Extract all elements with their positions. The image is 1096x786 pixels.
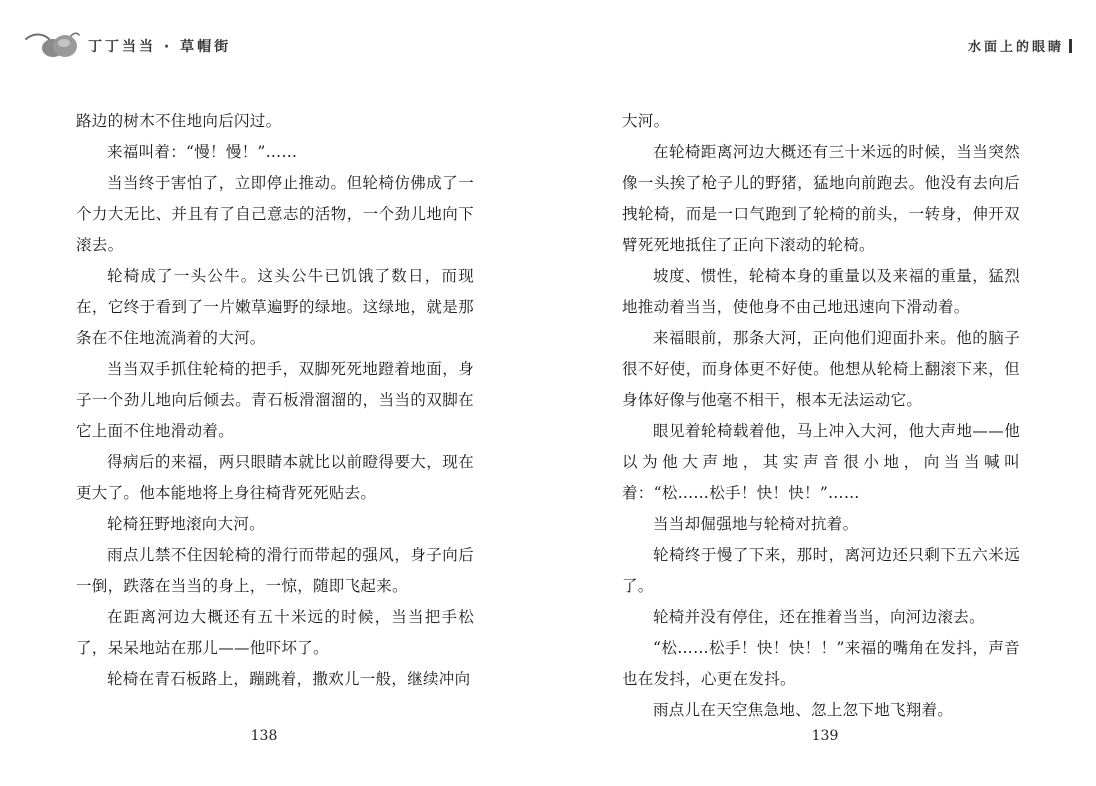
gourd-logo-icon xyxy=(24,26,82,66)
paragraph: 得病后的来福，两只眼睛本就比以前瞪得要大，现在更大了。他本能地将上身往椅背死死贴去。 xyxy=(76,453,474,502)
paragraph: 来福眼前，那条大河，正向他们迎面扑来。他的脑子很不好使，而身体更不好使。他想从轮椅上翻滚下来，但身体好像与他毫不相干，根本无法运动它。 xyxy=(622,329,1020,409)
running-header-right xyxy=(968,36,1072,55)
right-page-number: 139 xyxy=(811,728,839,744)
running-header-left xyxy=(24,26,231,66)
paragraph: 轮椅在青石板路上，蹦跳着，撒欢儿一般，继续冲向 xyxy=(107,670,471,688)
paragraph: 当当终于害怕了，立即停止推动。但轮椅仿佛成了一个力大无比、并且有了自己意志的活物，一个劲儿地向下滚去。 xyxy=(76,174,474,254)
paragraph: 在轮椅距离河边大概还有三十米远的时候，当当突然像一头挨了枪子儿的野猪，猛地向前跑去。他没有去向后拽轮椅，而是一口气跑到了轮椅的前头，一转身，伸开双臂死死地抵住了正向下滚动的轮椅。 xyxy=(622,143,1020,254)
paragraph: 眼见着轮椅载着他，马上冲入大河，他大声地——他以为他大声地，其实声音很小地，向当当喊叫着：“松……松手！快！快！”…… xyxy=(622,422,1020,502)
chapter-title: 水面上的眼睛 xyxy=(967,40,1064,55)
left-page-number: 138 xyxy=(250,728,278,744)
paragraph: 路边的树木不住地向后闪过。 xyxy=(76,112,282,130)
paragraph: 轮椅狂野地滚向大河。 xyxy=(107,515,266,533)
left-page-body xyxy=(76,106,474,695)
paragraph: 雨点儿在天空焦急地、忽上忽下地飞翔着。 xyxy=(653,701,954,719)
paragraph: 坡度、惯性，轮椅本身的重量以及来福的重量，猛烈地推动着当当，使他身不由己地迅速向下滑动着。 xyxy=(622,267,1020,316)
paragraph: “松……松手！快！快！！”来福的嘴角在发抖，声音也在发抖，心更在发抖。 xyxy=(622,639,1020,688)
right-page-body xyxy=(622,106,1020,726)
paragraph: 轮椅终于慢了下来，那时，离河边还只剩下五六米远了。 xyxy=(622,546,1020,595)
paragraph: 轮椅成了一头公牛。这头公牛已饥饿了数日，而现在，它终于看到了一片嫩草遍野的绿地。这绿地，就是那条在不住地流淌着的大河。 xyxy=(76,267,474,347)
paragraph: 轮椅并没有停住，还在推着当当，向河边滚去。 xyxy=(653,608,985,626)
paragraph: 雨点儿禁不住因轮椅的滑行而带起的强风，身子向后一倒，跌落在当当的身上，一惊，随即飞起来。 xyxy=(76,546,474,595)
paragraph: 来福叫着：“慢！慢！”…… xyxy=(107,143,298,161)
paragraph: 大河。 xyxy=(622,112,670,130)
header-bar-decoration xyxy=(1069,39,1072,53)
paragraph: 当当双手抓住轮椅的把手，双脚死死地蹬着地面，身子一个劲儿地向后倾去。青石板滑溜溜的，当当的双脚在它上面不住地滑动着。 xyxy=(76,360,474,440)
paragraph: 在距离河边大概还有五十米远的时候，当当把手松了，呆呆地站在那儿——他吓坏了。 xyxy=(76,608,474,657)
paragraph: 当当却倔强地与轮椅对抗着。 xyxy=(653,515,859,533)
series-title: 丁丁当当 · 草帽街 xyxy=(88,39,232,55)
